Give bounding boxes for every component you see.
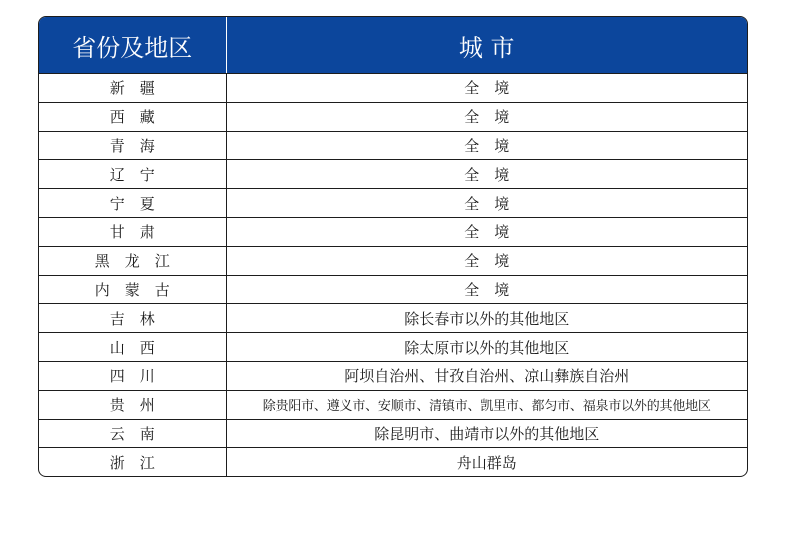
header-city: 城 市 — [226, 17, 747, 74]
province-cell: 吉 林 — [39, 304, 226, 333]
city-cell: 全 境 — [226, 275, 747, 304]
city-cell: 全 境 — [464, 79, 510, 98]
table-row — [39, 131, 747, 160]
table-row — [39, 74, 747, 103]
city-cell: 全 境 — [226, 131, 747, 160]
table-row — [39, 361, 747, 390]
table-row — [39, 102, 747, 131]
province-cell: 甘 肃 — [39, 217, 226, 246]
city-cell: 全 境 — [226, 217, 747, 246]
table-row — [39, 304, 747, 333]
province-cell: 浙 江 — [39, 448, 226, 476]
city-cell: 除长春市以外的其他地区 — [226, 304, 747, 333]
province-cell: 西 藏 — [39, 102, 226, 131]
table-row — [39, 275, 747, 304]
city-cell: 除贵阳市、遵义市、安顺市、清镇市、凯里市、都匀市、福泉市以外的其他地区 — [226, 390, 747, 419]
province-cell: 内 蒙 古 — [39, 275, 226, 304]
table-row — [39, 419, 747, 448]
province-cell: 山 西 — [39, 333, 226, 362]
table-header-row — [39, 17, 747, 74]
province-cell: 新 疆 — [39, 74, 226, 103]
province-cell: 云 南 — [39, 419, 226, 448]
table-row — [39, 333, 747, 362]
province-cell: 宁 夏 — [39, 189, 226, 218]
city-cell: 舟山群岛 — [226, 448, 747, 476]
table-row — [39, 246, 747, 275]
region-table-grid — [39, 17, 747, 476]
table-row — [39, 189, 747, 218]
province-cell: 青 海 — [39, 131, 226, 160]
table-row — [39, 448, 747, 476]
table-row — [39, 160, 747, 189]
province-cell: 黑 龙 江 — [39, 246, 226, 275]
province-cell: 贵 州 — [39, 390, 226, 419]
city-cell: 全 境 — [226, 160, 747, 189]
city-cell: 阿坝自治州、甘孜自治州、凉山彝族自治州 — [226, 361, 747, 390]
table-row — [39, 217, 747, 246]
city-cell: 除太原市以外的其他地区 — [226, 333, 747, 362]
city-cell: 除昆明市、曲靖市以外的其他地区 — [226, 419, 747, 448]
table-row — [39, 390, 747, 419]
region-table — [38, 16, 748, 477]
city-cell: 全 境 — [226, 246, 747, 275]
header-province: 省份及地区 — [39, 17, 226, 74]
city-cell: 全 境 — [226, 189, 747, 218]
city-cell: 全 境 — [226, 102, 747, 131]
province-cell: 辽 宁 — [39, 160, 226, 189]
province-cell: 四 川 — [39, 361, 226, 390]
